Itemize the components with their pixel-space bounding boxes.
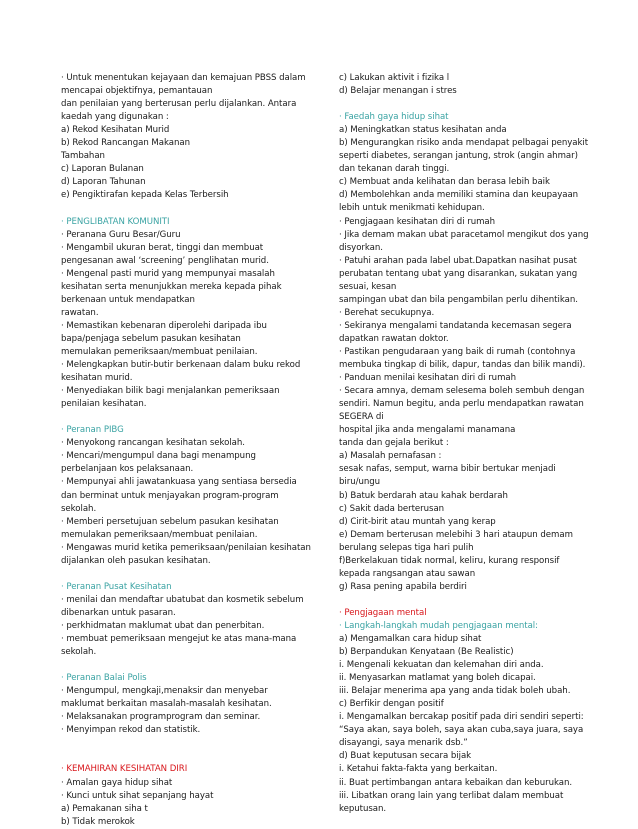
text-line: · Mengawas murid ketika pemeriksaan/penilaian kesihatan [61,542,311,553]
text-line: kesihatan murid. [61,373,133,384]
text-line: · Menyediakan bilik bagi menjalankan pemeriksaan [61,386,280,397]
text-line: berkenaan untuk mendapatkan [61,294,195,305]
text-line: a) Mengamalkan cara hidup sihat [339,634,482,645]
section-heading: · Peranan Pusat Kesihatan [61,581,172,592]
text-line: · Mengumpul, mengkaji,menaksir dan menyebar [61,686,268,697]
text-line: a) Rekod Kesihatan Murid [61,125,170,136]
text-line: Tambahan [61,151,105,162]
text-line: · Kunci untuk sihat sepanjang hayat [61,790,214,801]
text-line: a) Pemakanan siha t [61,803,148,814]
text-line: hospital jika anda mengalami manamana [339,425,516,436]
text-line: d) Laporan Tahunan [61,177,146,188]
text-line: sendiri. Namun begitu, anda perlu mendapatkan rawatan [339,399,584,410]
text-line: SEGERA di [339,412,384,423]
text-line: · Menyokong rancangan kesihatan sekolah. [61,438,245,449]
text-line: membuka tingkap di bilik, dapur, tandas dan bilik mandi). [339,360,586,371]
text-line: a) Meningkatkan status kesihatan anda [339,125,507,136]
text-line: penilaian kesihatan. [61,399,147,410]
text-line: c) Berfikir dengan positif [339,699,444,710]
text-line: · Mengenal pasti murid yang mempunyai masalah [61,268,275,279]
text-line: memulakan pemeriksaan/membuat penilaian. [61,346,258,357]
text-line: b) Batuk berdarah atau kahak berdarah [339,490,508,501]
text-line: disayangi, saya menarik dsb.” [339,738,468,749]
left-column [61,72,315,829]
text-line: keputusan. [339,803,387,814]
text-line: sampingan ubat dan bila pengambilan perlu dihentikan. [339,294,578,305]
text-line: e) Pengiktirafan kepada Kelas Terbersih [61,190,229,201]
text-line: · Secara amnya, demam selesema boleh sembuh dengan [339,386,585,397]
right-column [339,72,587,816]
section-heading: · KEMAHIRAN KESIHATAN DIRI [61,764,188,775]
text-line: d) Cirit-birit atau muntah yang kerap [339,516,496,527]
text-line: · Pengjagaan kesihatan diri di rumah [339,216,496,227]
text-line: e) Demam berterusan melebihi 3 hari ataupun demam [339,529,573,540]
text-line: dibenarkan untuk pasaran. [61,607,176,618]
text-line: dan berminat untuk menjayakan program-program [61,490,279,501]
text-line: · Jika demam makan ubat paracetamol mengikut dos yang [339,229,589,240]
text-line: c) Lakukan aktivit i fizika l [339,73,450,83]
text-line: “Saya akan, saya boleh, saya akan cuba,saya juara, saya [339,725,584,736]
text-line: c) Sakit dada berterusan [339,503,445,514]
text-line: i. Mengenali kekuatan dan kelemahan diri anda. [339,660,544,671]
text-line: a) Masalah pernafasan : [339,451,442,462]
text-line: biru/ungu [339,477,381,488]
text-line: · Patuhi arahan pada label ubat.Dapatkan nasihat pusat [339,255,577,266]
text-line: sekolah. [61,503,97,514]
text-line: · membuat pemeriksaan mengejut ke atas mana-mana [61,634,297,645]
text-line: mencapai objektifnya, pemantauan [61,86,213,97]
text-line: · Mempunyai ahli jawatankuasa yang sentiasa bersedia [61,477,297,488]
text-line: dan penilaian yang berterusan perlu dijalankan. Antara [61,99,297,110]
text-line: ii. Buat pertimbangan antara kebaikan dan keburukan. [339,777,573,788]
text-line: d) Membolehkan anda memiliki stamina dan keupayaan [339,190,579,201]
text-line: b) Rekod Rancangan Makanan [61,138,190,149]
text-line: dapatkan rawatan doktor. [339,333,449,344]
paragraph-gap [61,659,315,672]
text-line: berulang selepas tiga hari pulih [339,542,474,553]
text-line: · Mencari/mengumpul dana bagi menampung [61,451,256,462]
text-line: · Menyimpan rekod dan statistik. [61,725,201,736]
paragraph-gap [61,568,315,581]
text-line: · perkhidmatan maklumat ubat dan penerbitan. [61,620,265,631]
text-line: bapa/penjaga sebelum pasukan kesihatan [61,333,241,344]
text-line: c) Membuat anda kelihatan dan berasa lebih baik [339,177,550,188]
text-line: iii. Libatkan orang lain yang terlibat dalam membuat [339,790,564,801]
text-line: · Sekiranya mengalami tandatanda kecemasan segera [339,320,572,331]
text-line: iii. Belajar menerima apa yang anda tidak boleh ubah. [339,686,571,697]
text-line: ii. Menyasarkan matlamat yang boleh dicapai. [339,673,536,684]
text-line: sekolah. [61,647,97,658]
text-line: seperti diabetes, serangan jantung, strok (angin ahmar) [339,151,578,162]
text-line: · Memberi persetujuan sebelum pasukan kesihatan [61,516,279,527]
text-line: d) Belajar menangan i stres [339,86,457,97]
section-heading: · Faedah gaya hidup sihat [339,112,449,123]
text-line: kepada rangsangan atau sawan [339,568,476,579]
text-line: · Peranana Guru Besar/Guru [61,229,181,240]
text-line: · menilai dan mendaftar ubatubat dan kosmetik sebelum [61,594,304,605]
text-line: tanda dan gejala berikut : [339,438,449,449]
paragraph-gap [61,737,315,763]
paragraph-gap [339,98,587,111]
text-line: i. Ketahui fakta-fakta yang berkaitan. [339,764,498,775]
paragraph-gap [339,594,587,607]
text-line: · Melaksanakan programprogram dan seminar. [61,712,261,723]
section-heading: · Pengjagaan mental [339,607,427,618]
text-line: i. Mengamalkan bercakap positif pada diri sendiri seperti: [339,712,584,723]
text-line: rawatan. [61,307,99,318]
text-line: kesihatan serta menunjukkan mereka kepada pihak [61,281,282,292]
text-line: dan tekanan darah tinggi. [339,164,450,175]
text-line: sesuai, kesan [339,281,397,292]
paragraph-gap [61,202,315,215]
text-line: kaedah yang digunakan : [61,112,169,123]
section-heading: · Langkah-langkah mudah pengjagaan mental: [339,620,538,631]
text-line: · Berehat secukupnya. [339,307,435,318]
text-line: perubatan tentang ubat yang disarankan, sukatan yang [339,268,578,279]
text-line: pengesanan awal ‘screening’ penglihatan murid. [61,255,269,266]
text-line: lebih untuk menikmati kehidupan. [339,203,485,214]
text-line: b) Tidak merokok [61,816,135,827]
text-line: b) Mengurangkan risiko anda mendapat pelbagai penyakit [339,138,589,149]
text-line: · Pastikan pengudaraan yang baik di rumah (contohnya [339,346,576,357]
text-line: · Melengkapkan butir-butir berkenaan dalam buku rekod [61,360,301,371]
text-line: dijalankan oleh pasukan kesihatan. [61,555,211,566]
section-heading: · PENGLIBATAN KOMUNITI [61,216,170,227]
text-line: · Untuk menentukan kejayaan dan kemajuan PBSS dalam [61,73,306,83]
text-line: c) Laporan Bulanan [61,164,144,175]
paragraph-gap [61,411,315,424]
text-line: d) Buat keputusan secara bijak [339,751,472,762]
text-line: perbelanjaan kos pelaksanaan. [61,464,194,475]
section-heading: · Peranan PIBG [61,425,124,436]
text-line: disyorkan. [339,242,383,253]
text-line: · Mengambil ukuran berat, tinggi dan membuat [61,242,264,253]
section-heading: · Peranan Balai Polis [61,673,147,684]
text-line: b) Berpandukan Kenyataan (Be Realistic) [339,647,514,658]
text-line: · Panduan menilai kesihatan diri di rumah [339,373,517,384]
text-line: · Memastikan kebenaran diperolehi daripada ibu [61,320,267,331]
text-line: f)Berkelakuan tidak normal, keliru, kurang responsif [339,555,560,566]
text-line: · Amalan gaya hidup sihat [61,777,173,788]
text-line: sesak nafas, semput, warna bibir bertukar menjadi [339,464,556,475]
text-line: g) Rasa pening apabila berdiri [339,581,467,592]
text-line: maklumat berkaitan masalah-masalah kesihatan. [61,699,272,710]
text-line: memulakan pemeriksaan/membuat penilaian. [61,529,258,540]
